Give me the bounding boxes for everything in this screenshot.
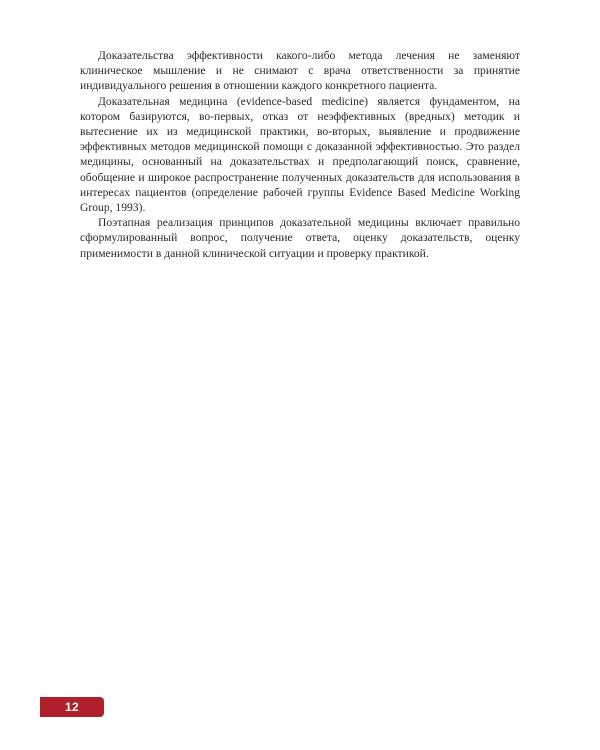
paragraph-1: Доказательства эффективности какого-либо метода лечения не заменяют клиническое мышление и не снимают с врача ответственности за принятие индивидуального решения в отношении каждого конкретного пациента. <box>80 49 520 93</box>
page-number-tab <box>40 697 104 717</box>
paragraph-3: Поэтапная реализация принципов доказательной медицины включает правильно сформулированный вопрос, получение ответа, оценку доказательств, оценку применимости в данной клинической ситуации и проверку практикой. <box>80 216 520 260</box>
paragraph-2: Доказательная медицина (evidence-based medicine) является фундаментом, на котором базируются, во-первых, отказ от неэффективных (вредных) методик и вытеснение их из медицинской практики, во-вторых, выявление и продвижение эффективных методов медицинской помощи с доказанной эффективностью. Это раздел медицины, основанный на доказательствах и предполагающий поиск, сравнение, обобщение и широкое распространение полученных доказательств для использования в интересах пациентов (определение рабочей группы Evidence Based Medicine Working Group, 1993). <box>80 94 520 215</box>
body-text <box>80 48 520 261</box>
page-number: 12 <box>65 700 79 714</box>
